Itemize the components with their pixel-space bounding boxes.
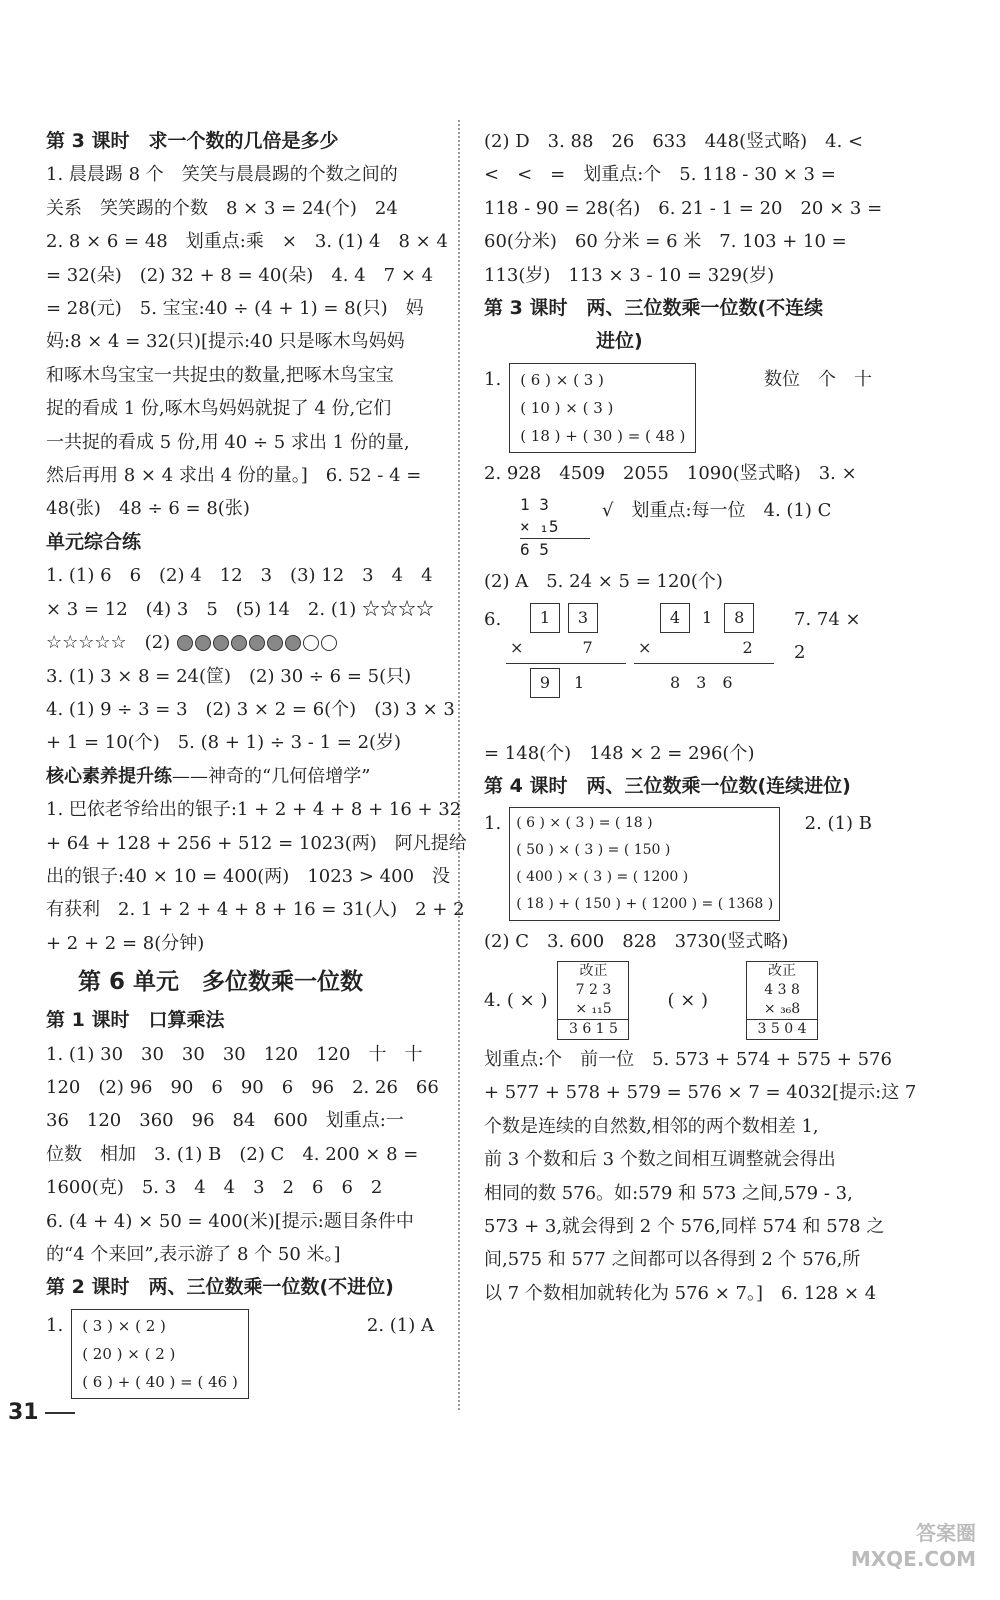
page-number-text: 31 xyxy=(8,1400,39,1425)
text-line: (2) D 3. 88 26 633 448(竖式略) 4. < xyxy=(484,131,864,152)
unit-title: 第 6 单元 多位数乘一位数 xyxy=(78,969,364,996)
text-line: 1. 晨晨踢 8 个 笑笑与晨晨踢的个数之间的 xyxy=(46,164,398,186)
text-line: 118 - 90 = 28(名) 6. 21 - 1 = 20 20 × 3 = xyxy=(484,197,883,219)
correction-line: 7 2 3 xyxy=(575,982,612,999)
page-number-dash xyxy=(45,1412,75,1414)
circle-row xyxy=(176,632,338,653)
text-line: 和啄木鸟宝宝一共捉虫的数量,把啄木鸟宝宝 xyxy=(46,364,394,386)
calc-row: ( 50 ) × ( 3 ) = ( 150 ) xyxy=(516,842,671,859)
stars-circles-line xyxy=(46,626,438,659)
question-number: 1. xyxy=(484,368,502,390)
text-line: 前 3 个数和后 3 个数之间相互调整就会得出 xyxy=(484,1149,836,1171)
text-line: + 577 + 578 + 579 = 576 × 7 = 4032[提示:这 7 xyxy=(484,1082,917,1104)
filled-circle-icon xyxy=(267,635,283,651)
text-line: 相同的数 576。如:579 和 573 之间,579 - 3, xyxy=(484,1182,853,1204)
question-text: ( × ) xyxy=(667,990,709,1012)
correction-label: 改正 xyxy=(768,963,797,980)
section-title: 第 2 课时 两、三位数乘一位数(不进位) xyxy=(46,1276,394,1299)
correction-line: × ₃₆8 xyxy=(763,1001,801,1018)
vert-top: 1 3 xyxy=(520,495,549,515)
filled-circle-icon xyxy=(213,635,229,651)
digit-box: 1 xyxy=(530,603,560,633)
text-line: 4. (1) 9 ÷ 3 = 3 (2) 3 × 2 = 6(个) (3) 3 × 3 xyxy=(46,698,455,720)
text-line: 1600(克) 5. 3 4 4 3 2 6 6 2 xyxy=(46,1177,383,1199)
filled-circle-icon xyxy=(285,635,301,651)
q7-text: 7. 74 × 2 xyxy=(794,608,861,664)
text-line: 妈:8 × 4 = 32(只)[提示:40 只是啄木鸟妈妈 xyxy=(46,331,405,353)
text-line: + 64 + 128 + 256 + 512 = 1023(两) 阿凡提给 xyxy=(46,832,467,854)
text-line: 的“4 个来回”,表示游了 8 个 50 米。] xyxy=(46,1244,341,1265)
text-line: 有获利 2. 1 + 2 + 4 + 8 + 16 = 31(人) 2 + 2 xyxy=(46,899,465,921)
text-after-box: 数位 个 十 xyxy=(764,368,872,390)
watermark-logo xyxy=(851,1520,976,1572)
text-line: + 2 + 2 = 8(分钟) xyxy=(46,932,205,954)
right-column xyxy=(484,125,917,1310)
text-line: 划重点:个 前一位 5. 573 + 574 + 575 + 576 xyxy=(484,1048,892,1070)
text-after-box: 2. (1) A xyxy=(366,1314,434,1336)
calc-row: ( 18 ) + ( 150 ) + ( 1200 ) = ( 1368 ) xyxy=(516,896,774,913)
question-number: 6. xyxy=(484,608,502,630)
text-after-calc: √ 划重点:每一位 4. (1) C xyxy=(602,500,832,522)
correction-label: 改正 xyxy=(579,963,608,980)
text-line: × 3 = 12 (4) 3 5 (5) 14 2. (1) ☆☆☆☆ xyxy=(46,598,435,620)
question-text: 4. ( × ) xyxy=(484,990,548,1012)
text-line: < < = 划重点:个 5. 118 - 30 × 3 = xyxy=(484,164,836,186)
stars-text: ☆☆☆☆☆ (2) xyxy=(46,632,171,654)
calc-row: ( 6 ) × ( 3 ) = ( 18 ) xyxy=(516,815,653,832)
section-subtitle: ——神奇的“几何倍增学” xyxy=(172,765,371,787)
result: 8 3 6 xyxy=(634,663,774,698)
vertical-calc-row xyxy=(484,494,876,561)
correction-row xyxy=(484,959,876,1043)
page-number xyxy=(8,1400,75,1425)
digit-box: 3 xyxy=(568,603,598,633)
text-line: 间,575 和 577 之间都可以各得到 2 个 576,所 xyxy=(484,1249,861,1271)
text-line: 个数是连续的自然数,相邻的两个数相差 1, xyxy=(484,1115,819,1137)
multiplier: 7 xyxy=(582,637,593,657)
filled-circle-icon xyxy=(231,635,247,651)
correction-result: 3 6 1 5 xyxy=(558,1019,628,1039)
text-line: = 32(朵) (2) 32 + 8 = 40(朵) 4. 4 7 × 4 xyxy=(46,264,434,286)
correction-result: 3 5 0 4 xyxy=(747,1019,817,1039)
text-line: (2) A 5. 24 × 5 = 120(个) xyxy=(484,571,723,593)
core-title-line xyxy=(46,760,438,793)
text-line: 2. 8 × 6 = 48 划重点:乘 × 3. (1) 4 8 × 4 xyxy=(46,231,448,253)
vert-bottom: 6 5 xyxy=(520,538,590,561)
text-line: 一共捉的看成 5 份,用 40 ÷ 5 求出 1 份的量, xyxy=(46,431,410,453)
correction-line: × ₁₁5 xyxy=(575,1001,612,1018)
section-title: 第 1 课时 口算乘法 xyxy=(46,1009,225,1032)
empty-circle-icon xyxy=(303,635,319,651)
calculation-box xyxy=(71,1309,249,1399)
section-title: 第 3 课时 两、三位数乘一位数(不连续 xyxy=(484,297,824,320)
calc-row: ( 6 ) × ( 3 ) xyxy=(520,370,604,389)
answer-box-row xyxy=(484,363,876,453)
text-line: (2) C 3. 600 828 3730(竖式略) xyxy=(484,931,789,953)
filled-circle-icon xyxy=(195,635,211,651)
vert-mid: × ₁5 xyxy=(520,517,559,537)
digit-box: 9 xyxy=(530,668,560,698)
section-title: 第 4 课时 两、三位数乘一位数(连续进位) xyxy=(484,775,851,798)
left-column xyxy=(46,125,467,1403)
text-after-box: 2. (1) B xyxy=(804,813,872,835)
text-line: 48(张) 48 ÷ 6 = 8(张) xyxy=(46,498,250,520)
multiplier: 2 xyxy=(742,637,753,657)
text-line: 位数 相加 3. (1) B (2) C 4. 200 × 8 = xyxy=(46,1143,419,1165)
calculation-box xyxy=(509,363,696,453)
text-line: + 1 = 10(个) 5. (8 + 1) ÷ 3 - 1 = 2(岁) xyxy=(46,732,402,754)
text-line: 捉的看成 1 份,啄木鸟妈妈就捉了 4 份,它们 xyxy=(46,398,392,420)
text-line: 3. (1) 3 × 8 = 24(筐) (2) 30 ÷ 6 = 5(只) xyxy=(46,665,412,687)
filled-circle-icon xyxy=(249,635,265,651)
correction-box xyxy=(746,961,818,1040)
answer-box-row xyxy=(484,807,876,921)
calc-row: ( 3 ) × ( 2 ) xyxy=(82,1316,166,1335)
filled-circle-icon xyxy=(177,635,193,651)
question-number: 1. xyxy=(46,1314,64,1336)
calc-row: ( 6 ) + ( 40 ) = ( 46 ) xyxy=(82,1372,238,1391)
text-line: 关系 笑笑踢的个数 8 × 3 = 24(个) 24 xyxy=(46,197,398,219)
answer-box-row xyxy=(46,1309,438,1399)
calc-row: ( 18 ) + ( 30 ) = ( 48 ) xyxy=(520,426,686,445)
empty-circle-icon xyxy=(321,635,337,651)
digit-box: 4 xyxy=(660,603,690,633)
text-line: 以 7 个数相加就转化为 576 × 7。] 6. 128 × 4 xyxy=(484,1282,877,1304)
digit: 1 xyxy=(702,607,713,627)
calculation-box xyxy=(509,807,780,921)
text-line: 60(分米) 60 分米 = 6 米 7. 103 + 10 = xyxy=(484,231,847,253)
text-line: 1. (1) 6 6 (2) 4 12 3 (3) 12 3 4 4 xyxy=(46,565,433,587)
column-divider xyxy=(458,120,460,1410)
text-line: 120 (2) 96 90 6 90 6 96 2. 26 66 xyxy=(46,1076,439,1098)
text-line: 6. (4 + 4) × 50 = 400(米)[提示:题目条件中 xyxy=(46,1210,414,1232)
text-line: 1. (1) 30 30 30 30 120 120 十 十 xyxy=(46,1043,423,1065)
result-digit: 1 xyxy=(574,672,585,692)
digit-puzzle-row xyxy=(484,603,876,733)
calc-row: ( 400 ) × ( 3 ) = ( 1200 ) xyxy=(516,869,689,886)
calc-row: ( 10 ) × ( 3 ) xyxy=(520,398,614,417)
text-line: = 148(个) 148 × 2 = 296(个) xyxy=(484,742,755,764)
text-line: 1. 巴依老爷给出的银子:1 + 2 + 4 + 8 + 16 + 32 xyxy=(46,799,462,821)
question-number: 1. xyxy=(484,813,502,835)
section-title: 第 3 课时 求一个数的几倍是多少 xyxy=(46,130,339,152)
calc-row: ( 20 ) × ( 2 ) xyxy=(82,1344,176,1363)
correction-box xyxy=(557,961,629,1040)
text-line: 出的银子:40 × 10 = 400(两) 1023 > 400 没 xyxy=(46,865,451,887)
section-title-cont: 进位) xyxy=(596,330,643,353)
watermark-line: MXQE.COM xyxy=(850,1547,976,1571)
text-line: 573 + 3,就会得到 2 个 576,同样 574 和 578 之 xyxy=(484,1215,885,1237)
digit-puzzle-b: 4 1 8 × 2 8 3 6 xyxy=(634,603,774,698)
digit-box: 8 xyxy=(724,603,754,633)
section-title: 核心素养提升练 xyxy=(46,765,172,787)
watermark-line: 答案圈 xyxy=(916,1521,976,1545)
text-line: 113(岁) 113 × 3 - 10 = 329(岁) xyxy=(484,264,775,286)
text-line: 36 120 360 96 84 600 划重点:一 xyxy=(46,1110,404,1132)
section-title: 单元综合练 xyxy=(46,530,142,553)
digit-puzzle-a: 1 3 × 7 9 1 xyxy=(506,603,626,698)
text-line: 2. 928 4509 2055 1090(竖式略) 3. × xyxy=(484,462,857,484)
text-line: = 28(元) 5. 宝宝:40 ÷ (4 + 1) = 8(只) 妈 xyxy=(46,298,424,320)
correction-line: 4 3 8 xyxy=(764,982,800,999)
text-line: 然后再用 8 × 4 求出 4 份的量。] 6. 52 - 4 = xyxy=(46,465,422,487)
vertical-calculation xyxy=(520,494,590,561)
